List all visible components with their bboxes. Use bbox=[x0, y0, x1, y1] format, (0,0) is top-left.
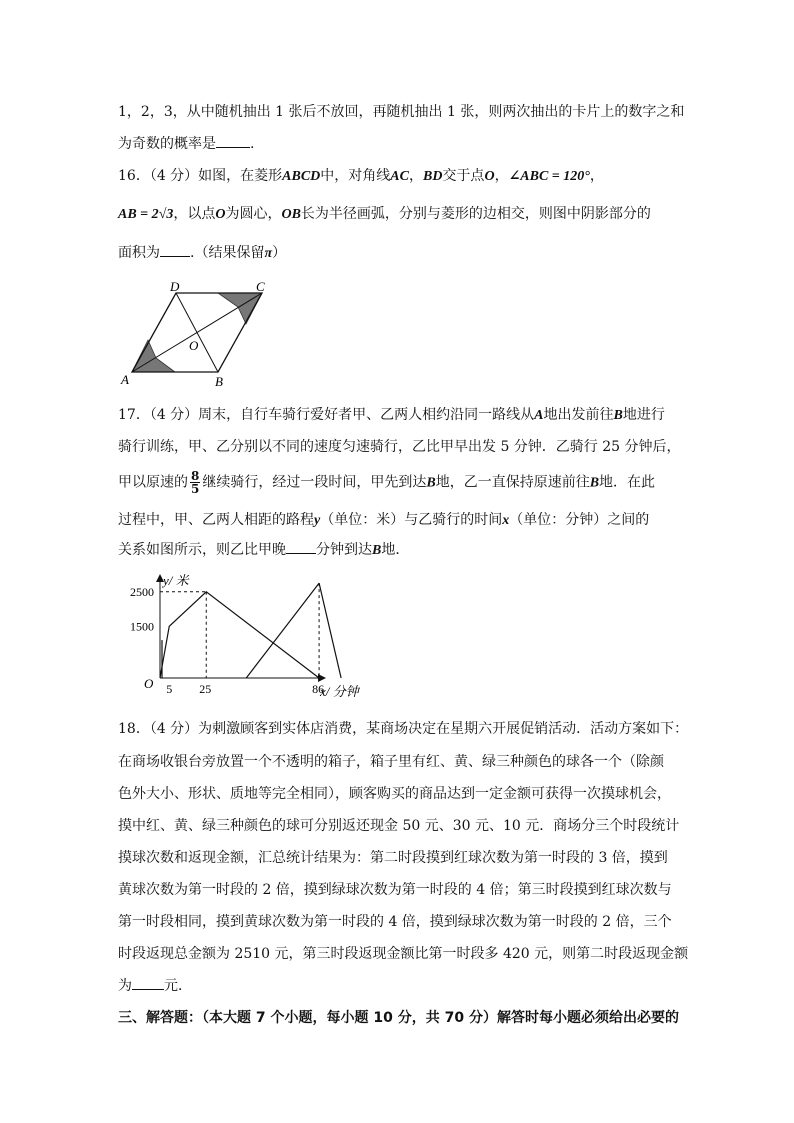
answer-blank bbox=[286, 540, 316, 554]
q17-text: 地，乙一直保持原速前往 bbox=[435, 474, 590, 491]
q17-text: 分钟到达 bbox=[316, 542, 372, 558]
x-tick-5: 5 bbox=[166, 682, 173, 696]
q17-text: 甲以原速的 bbox=[118, 474, 188, 491]
answer-blank bbox=[216, 134, 250, 148]
q16-text: 中，对角线 bbox=[320, 168, 391, 184]
q18-line8: 时段返现总金额为 2510 元，第三时段返现金额比第一时段多 420 元，则第二时段返现金额 bbox=[118, 946, 689, 962]
distance-line bbox=[160, 592, 319, 678]
q16-text: 长为半径画弧，分别与菱形的边相交，则图中阴影部分的 bbox=[300, 206, 651, 222]
math-b: B bbox=[613, 408, 623, 423]
math-b: B bbox=[589, 475, 600, 491]
q17-text: 关系如图所示，则乙比甲晚 bbox=[118, 542, 286, 558]
q16-comma: ， bbox=[494, 168, 509, 184]
math-abcd: ABCD bbox=[282, 169, 321, 184]
q17-text: （单位：米）与乙骑行的时间 bbox=[320, 512, 503, 528]
q16-text: 面积为 bbox=[118, 245, 160, 261]
x-tick-86: 86 bbox=[312, 682, 325, 696]
q16-line3 bbox=[118, 243, 286, 264]
q17-text: （单位：分钟）之间的 bbox=[509, 512, 650, 528]
q15-line1: 1，2，3，从中随机抽出 1 张后不放回，再随机抽出 1 张，则两次抽出的卡片上的数字之和 bbox=[118, 104, 685, 120]
q18-text: 为 bbox=[118, 978, 132, 994]
q16-text: .（结果保留 bbox=[190, 245, 265, 261]
q16-line1 bbox=[118, 166, 604, 187]
diagonal-bd bbox=[176, 293, 218, 372]
x-tick-25: 25 bbox=[199, 682, 212, 696]
math-pi: π bbox=[264, 246, 273, 261]
q16-text: ） bbox=[272, 245, 287, 261]
fall-segment bbox=[319, 583, 341, 678]
math-angle: ∠ABC = 120° bbox=[508, 169, 590, 184]
q16-text: 交于点 bbox=[442, 168, 485, 184]
center-o: O bbox=[189, 338, 199, 353]
q18-text: 元． bbox=[164, 978, 192, 994]
section-3-heading: 三、解答题：（本大题 7 个小题，每小题 10 分，共 70 分）解答时每小题必须给出必要的 bbox=[118, 1010, 679, 1026]
y-tick-2500: 2500 bbox=[130, 584, 154, 599]
math-ab-eq: AB = 2√3 bbox=[118, 207, 174, 222]
q16-comma: ， bbox=[408, 168, 423, 184]
q17-text: 地．在此 bbox=[599, 474, 656, 491]
q18-line1: 18．（4 分）为刺激顾客到实体店消费，某商场决定在星期六开展促销活动．活动方案如下： bbox=[118, 721, 689, 737]
q17-text: 地出发前往 bbox=[543, 407, 614, 423]
q16-comma: ， bbox=[589, 168, 604, 184]
fraction-numerator: 8 bbox=[191, 469, 200, 483]
q17-line1 bbox=[118, 405, 665, 426]
q18-line7: 第一时段相同，摸到黄球次数为第一时段的 4 倍，摸到绿球次数为第一时段的 2 倍，三个 bbox=[118, 914, 672, 930]
shaded-region-c bbox=[218, 293, 262, 324]
answer-blank bbox=[160, 243, 190, 257]
math-a: A bbox=[534, 408, 544, 423]
math-o: O bbox=[215, 207, 226, 222]
math-y: y bbox=[314, 513, 321, 528]
math-b: B bbox=[372, 543, 382, 558]
math-ac: AC bbox=[390, 169, 409, 184]
q16-label: 16．（4 分）如图，在菱形 bbox=[118, 168, 283, 184]
q15-text: 为奇数的概率是 bbox=[118, 136, 216, 152]
q17-text: 地进行 bbox=[622, 407, 665, 423]
math-b: B bbox=[426, 475, 436, 491]
vertex-b: B bbox=[215, 374, 223, 389]
vertex-a: A bbox=[121, 372, 129, 387]
q16-line2 bbox=[118, 204, 651, 225]
q16-text: ，以点 bbox=[173, 206, 216, 222]
q15-period: . bbox=[250, 136, 255, 152]
vertex-d: D bbox=[170, 280, 180, 294]
fraction-8-5 bbox=[190, 470, 200, 495]
q18-line4: 摸中红、黄、绿三种颜色的球可分别返还现金 50 元、30 元、10 元．商场分三个时段统计 bbox=[118, 818, 680, 834]
q18-line2: 在商场收银台旁放置一个不透明的箱子，箱子里有红、黄、绿三种颜色的球各一个（除颜 bbox=[118, 754, 664, 770]
math-bd: BD bbox=[422, 169, 443, 184]
y-tick-1500: 1500 bbox=[130, 619, 154, 634]
q17-line5 bbox=[118, 540, 409, 561]
q17-line4 bbox=[118, 510, 649, 531]
q16-text: 为圆心， bbox=[225, 206, 282, 222]
rhombus-figure bbox=[118, 280, 288, 390]
distance-time-graph bbox=[130, 570, 370, 705]
q15-line2 bbox=[118, 134, 254, 154]
answer-blank bbox=[132, 976, 164, 990]
x-axis-label: x/ 分钟 bbox=[320, 684, 359, 699]
q17-text: 继续骑行，经过一段时间，甲先到达 bbox=[202, 474, 427, 491]
q17-text: 地． bbox=[381, 542, 410, 558]
math-ob: OB bbox=[281, 207, 301, 222]
q18-line5: 摸球次数和返现金额，汇总统计结果为：第二时段摸到红球次数为第一时段的 3 倍，摸到 bbox=[118, 850, 668, 866]
q17-line3 bbox=[118, 470, 655, 495]
math-x: x bbox=[502, 513, 510, 528]
origin-label: O bbox=[144, 676, 154, 691]
y-axis-label: y/ 米 bbox=[163, 573, 189, 588]
q18-line6: 黄球次数为第一时段的 2 倍，摸到绿球次数为第一时段的 4 倍；第三时段摸到红球次数与 bbox=[118, 882, 672, 898]
q17-text: 17．（4 分）周末，自行车骑行爱好者甲、乙两人相约沿同一路线从 bbox=[118, 407, 535, 423]
q17-line2: 骑行训练，甲、乙分别以不同的速度匀速骑行，乙比甲早出发 5 分钟．乙骑行 25 分钟后， bbox=[118, 439, 681, 455]
vertex-c: C bbox=[256, 280, 265, 294]
fraction-denominator: 5 bbox=[191, 482, 200, 496]
q18-line3: 色外大小、形状、质地等完全相同），顾客购买的商品达到一定金额可获得一次摸球机会， bbox=[118, 786, 671, 802]
shaded-region-a bbox=[132, 340, 175, 372]
q17-text: 过程中，甲、乙两人相距的路程 bbox=[118, 512, 314, 528]
q18-line9 bbox=[118, 976, 192, 996]
math-o: O bbox=[484, 169, 495, 184]
